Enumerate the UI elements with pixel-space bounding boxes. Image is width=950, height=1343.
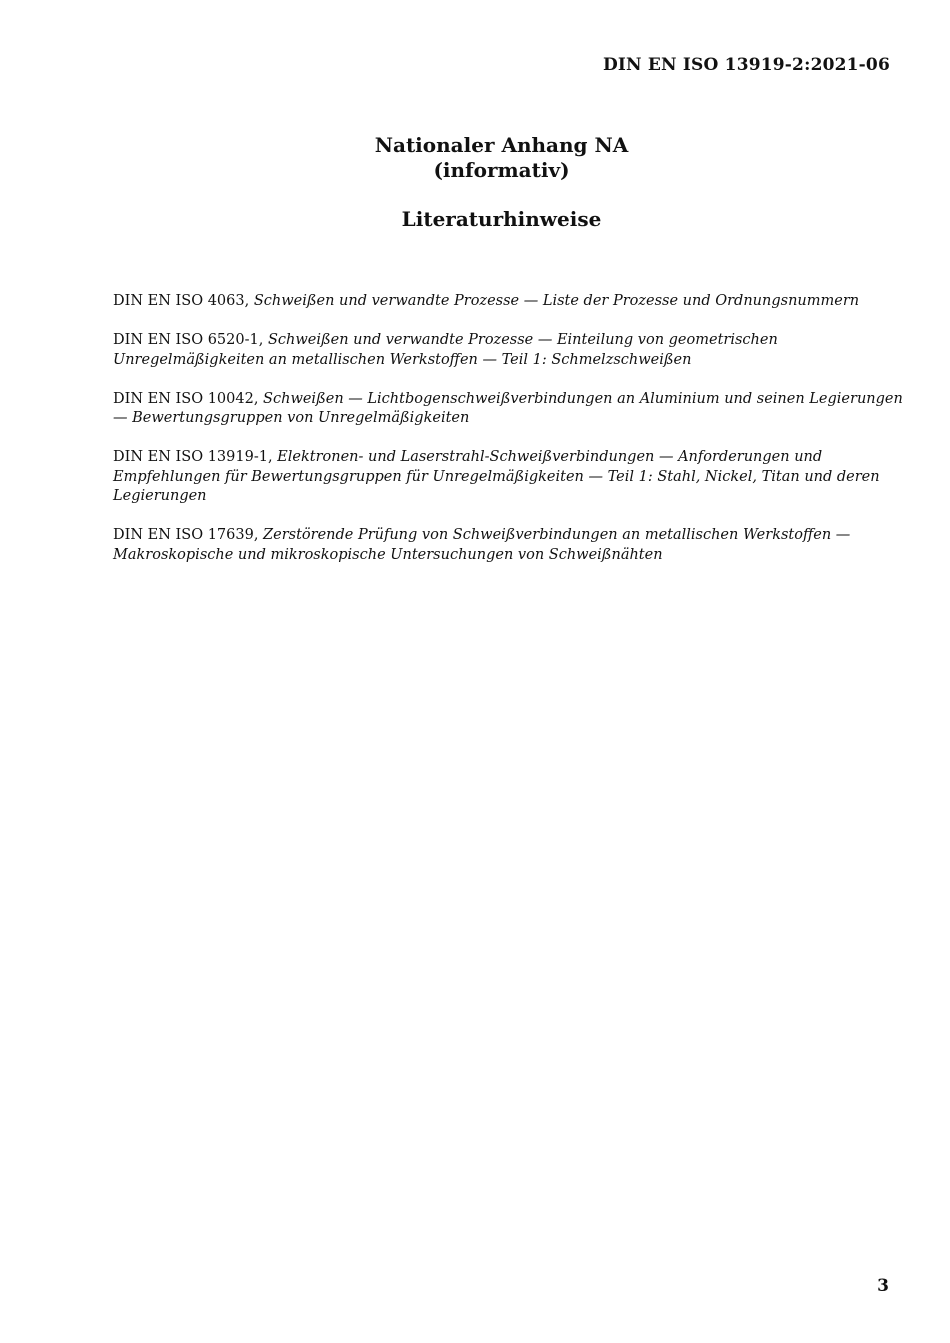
document-code: DIN EN ISO 13919-2:2021-06 [602,55,890,75]
reference-title: Elektronen- und Laserstrahl-Schweißverbindungen — Anforderungen und Empfehlungen für Bewertungsgruppen für Unregelmäßigkeiten — Teil 1: Stahl, Nickel, Titan und deren Legierungen [113,449,880,504]
reference-item [113,390,903,429]
reference-code: DIN EN ISO 6520-1, [113,332,264,348]
reference-code: DIN EN ISO 4063, [113,293,250,309]
reference-title: Zerstörende Prüfung von Schweißverbindungen an metallischen Werkstoffen — Makroskopische und mikroskopische Untersuchungen von Schweißnähten [113,527,851,563]
reference-code: DIN EN ISO 17639, [113,527,259,543]
section-title: Literaturhinweise [401,207,602,231]
reference-item [113,448,903,507]
reference-title: Schweißen und verwandte Prozesse — Einteilung von geometrischen Unregelmäßigkeiten an metallischen Werkstoffen — Teil 1: Schmelzschweißen [113,332,778,368]
reference-code: DIN EN ISO 13919-1, [113,449,273,465]
reference-title: Schweißen — Lichtbogenschweißverbindungen an Aluminium und seinen Legierungen — Bewertungsgruppen von Unregelmäßigkeiten [113,390,903,426]
annex-title-line2: (informativ) [433,158,570,182]
reference-code: DIN EN ISO 10042, [113,390,259,407]
page-number: 3 [877,1276,889,1296]
reference-item [113,292,903,312]
reference-item [113,526,903,565]
reference-list [113,292,903,585]
annex-title-line1: Nationaler Anhang NA [374,133,629,157]
reference-title: Schweißen und verwandte Prozesse — Liste der Prozesse und Ordnungsnummern [253,293,860,309]
annex-title [0,133,950,183]
reference-item [113,331,903,370]
